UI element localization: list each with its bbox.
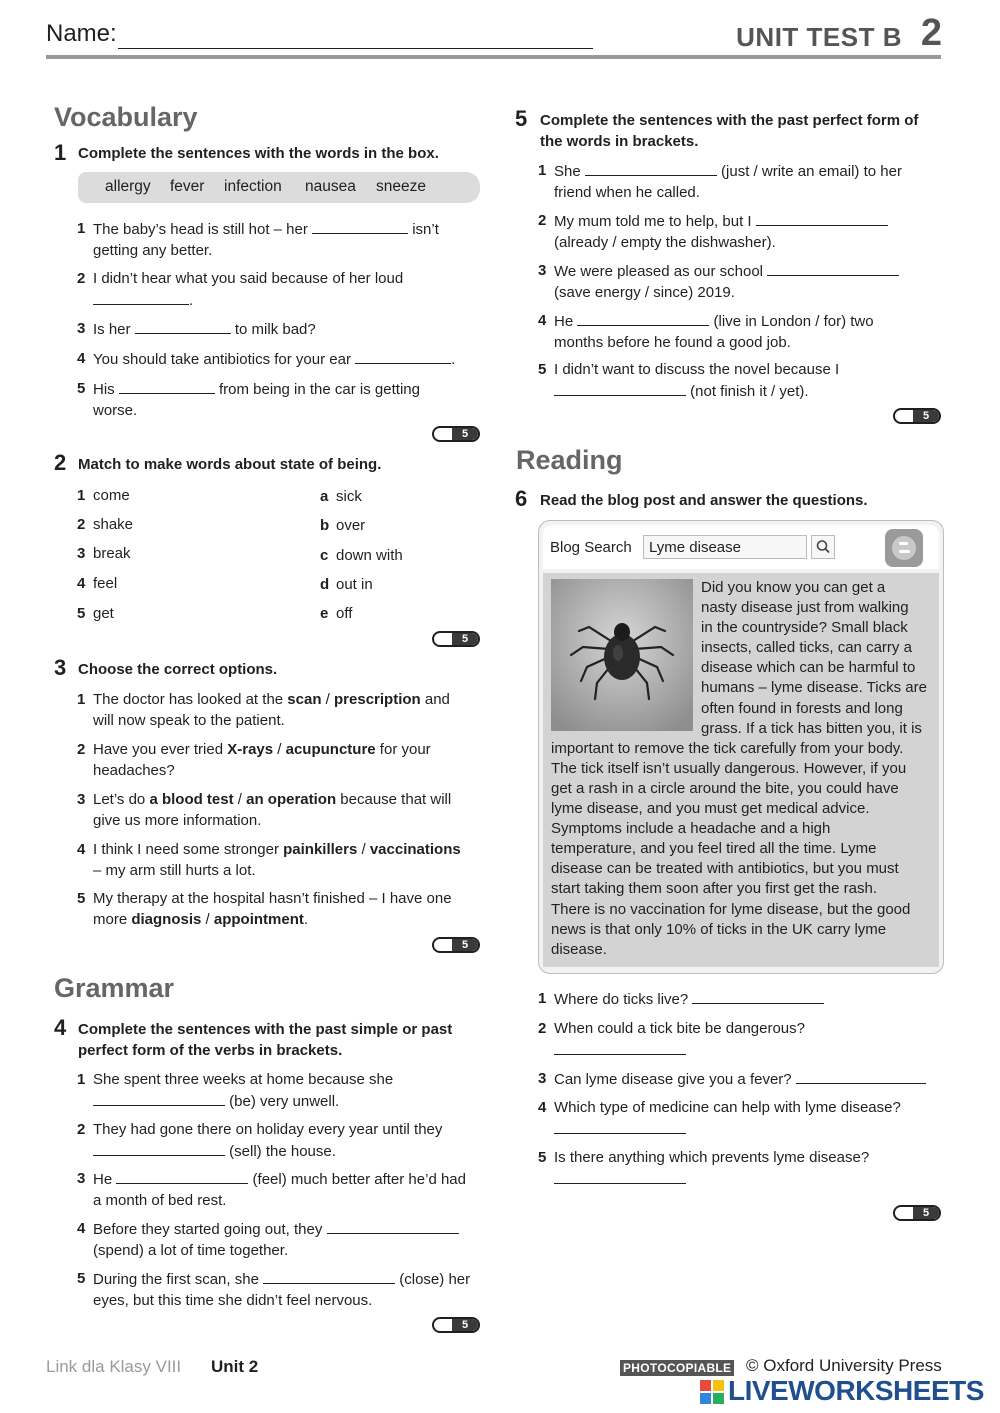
option-a[interactable]: a blood test [149,791,234,808]
item-text: from being in the car is getting [219,381,420,398]
blog-line: often found in forests and long [701,699,903,717]
sentence-item [77,379,477,421]
blog-line: start taking them soon after you first get the rash. [551,880,877,898]
question-item [538,1148,938,1190]
item-text: Is her [93,321,131,338]
item-number: 5 [77,605,86,622]
item-text: . [451,351,456,368]
copyright-text: © Oxford University Press [746,1356,942,1375]
item-number: 1 [538,162,547,179]
item-number: 1 [77,220,86,237]
score-badge [432,426,480,442]
item-text: – my arm still hurts a lot. [93,861,256,879]
item-letter: d [320,576,330,593]
item-number: 4 [77,841,86,858]
item-text: come [93,487,130,504]
word-box-item: sneeze [376,178,426,195]
item-number: 5 [538,1149,547,1166]
item-number: 3 [538,262,547,279]
item-number: 2 [77,741,86,758]
sentence-item [77,349,477,371]
answer-blank[interactable] [756,211,888,226]
blog-line: Did you know you can get a [701,579,886,596]
item-text: (already / empty the dishwasher). [554,233,776,251]
series-label: Link dla Klasy VIII [46,1357,182,1376]
unit-label: Unit 2 [211,1357,259,1376]
sentence-item [538,261,938,303]
item-text: sick [336,488,362,505]
option-item [77,690,477,732]
option-a[interactable]: painkillers [283,841,358,858]
answer-blank[interactable] [93,1141,225,1156]
photocopiable-badge: PHOTOCOPIABLE [620,1360,734,1376]
blog-article-text [551,578,933,960]
blog-search-bar [543,525,939,569]
word-box-item: allergy [105,178,151,195]
item-text: She [554,163,581,180]
exercise-instruction: Match to make words about state of being. [78,456,382,473]
item-text: She spent three weeks at home because she [93,1071,394,1088]
score-value: 5 [452,1319,478,1331]
item-text: During the first scan, she [93,1271,259,1288]
item-text: give us more information. [93,811,262,829]
item-number: 3 [77,1170,86,1187]
answer-blank[interactable] [692,989,824,1004]
exercise-instruction: Choose the correct options. [78,661,278,678]
item-number: 3 [77,791,86,808]
option-item [77,840,477,882]
item-number: 5 [77,1270,86,1287]
item-text: The baby’s head is still hot – her [93,221,308,238]
item-text: I didn’t hear what you said because of her loud [93,270,404,287]
word-box [78,172,480,203]
question-text: When could a tick bite be dangerous? [554,1020,805,1037]
score-value: 5 [452,633,478,645]
item-text: off [336,605,353,622]
exercise-instruction [78,1019,478,1061]
match-right-item [320,516,460,538]
option-item [77,740,477,782]
option-b[interactable]: prescription [334,691,421,708]
sentence-item [77,269,477,311]
option-item [77,790,477,832]
item-text: worse. [93,401,138,419]
word-box-item: fever [170,178,205,195]
name-input-line[interactable] [118,48,593,49]
option-separator: / [233,791,247,808]
instruction-line: Complete the sentences with the past perfect form of [540,112,919,129]
item-text: for your [375,741,431,758]
sentence-item [77,319,477,341]
item-text: (save energy / since) 2019. [554,283,735,301]
item-text: over [336,517,366,534]
item-text: because that will [336,791,452,808]
answer-blank[interactable] [355,349,451,364]
option-a[interactable]: diagnosis [131,910,202,928]
sentence-item [77,1269,482,1311]
item-number: 1 [538,990,547,1007]
blog-line: humans – lyme disease. Ticks are [701,679,927,697]
sentence-item [77,219,477,261]
score-badge [432,1317,480,1333]
item-text: (be) very unwell. [229,1092,340,1110]
score-badge [893,408,941,424]
answer-blank[interactable] [585,161,717,176]
item-number: 5 [77,380,86,397]
header-divider [46,55,941,59]
item-number: 2 [538,212,547,229]
item-text: (spend) a lot of time together. [93,1241,289,1259]
match-right-item [320,546,460,568]
answer-blank[interactable] [577,311,709,326]
search-icon [812,536,834,558]
item-text: get [93,605,114,622]
blog-line: There is no vaccination for lyme disease, but the good [551,900,911,918]
sentence-item [77,1169,482,1211]
item-number: 4 [538,312,547,329]
item-text: friend when he called. [554,183,700,201]
vocabulary-heading: Vocabulary [54,102,198,132]
blog-line: news is that only 10% of ticks in the UK carry lyme [551,920,887,938]
item-text: a month of bed rest. [93,1191,227,1209]
sentence-item [538,360,938,402]
item-number: 3 [77,545,86,562]
sentence-item [538,211,938,253]
score-badge [893,1205,941,1221]
question-text: Which type of medicine can help with lyme disease? [554,1099,901,1116]
item-text: shake [93,516,134,533]
item-number: 3 [538,1070,547,1087]
item-number: 2 [77,516,86,533]
blog-post-panel [538,520,944,974]
item-number: 1 [77,691,86,708]
item-text: down with [336,547,403,564]
blog-line: nasty disease just from walking [701,599,909,617]
item-number: 3 [77,320,86,337]
exercise-instruction [540,110,940,152]
item-number: 5 [538,361,547,378]
exercise-instruction: Read the blog post and answer the questions. [540,492,868,509]
question-item [538,1069,938,1091]
match-right-item [320,487,460,509]
unit-number: 2 [920,12,942,54]
item-text: (feel) much better after he’d had [252,1171,466,1188]
item-letter: c [320,547,329,564]
item-text: They had gone there on holiday every year until they [93,1121,443,1138]
blog-body [543,573,939,967]
liveworksheets-brand: LIVEWORKSHEETS [728,1375,984,1406]
question-item [538,1098,938,1140]
item-text: (just / write an email) to her [721,163,902,180]
item-text: break [93,545,131,562]
item-text: isn’t [412,221,439,238]
blog-line: insects, called ticks, can carry a [701,639,912,657]
item-text: and [420,691,450,708]
match-left-item [77,604,217,626]
exercise-number: 2 [54,450,67,475]
answer-blank[interactable] [312,219,408,234]
item-text: (live in London / for) two [713,313,874,330]
sentence-item [538,161,938,203]
reading-heading: Reading [516,445,623,475]
item-text: His [93,381,115,398]
score-badge [432,937,480,953]
test-title: UNIT TEST B [736,22,902,52]
item-number: 1 [77,487,86,504]
item-text: (sell) the house. [229,1142,336,1160]
answer-blank[interactable] [554,381,686,396]
item-text: (close) her [399,1271,471,1288]
item-text: I think I need some stronger [93,841,284,858]
word-box-item: nausea [305,178,356,195]
answer-blank[interactable] [554,1169,686,1184]
option-b[interactable]: acupuncture [285,741,376,758]
item-letter: b [320,517,330,534]
item-text: feel [93,575,118,592]
answer-blank[interactable] [93,290,189,305]
item-number: 4 [77,350,86,367]
item-text: Let’s do [93,791,150,808]
exercise-number: 1 [54,140,67,165]
blog-line: lyme disease, and you must get medical advice. [551,800,870,818]
option-b[interactable]: appointment [213,910,304,928]
blog-line: grass. If a tick has bitten you, it is [701,719,922,737]
option-item [77,889,477,931]
blog-line: temperature, and you feel tired all the time. Lyme [551,840,877,858]
option-separator: / [273,741,286,758]
blog-line: important to remove the tick carefully from your body. [551,739,904,757]
instruction-line: the words in brackets. [540,133,699,150]
answer-blank[interactable] [554,1119,686,1134]
option-separator: / [321,691,335,708]
answer-blank[interactable] [116,1169,248,1184]
item-text: . [303,910,309,928]
search-label: Blog Search [550,539,632,556]
item-text: (not finish it / yet). [690,382,809,400]
item-number: 5 [77,890,86,907]
item-letter: e [320,605,329,622]
question-text: Is there anything which prevents lyme disease? [554,1149,870,1166]
item-number: 4 [77,1220,86,1237]
word-box-item: infection [224,178,282,195]
item-number: 2 [77,270,86,287]
answer-blank[interactable] [767,261,899,276]
option-a[interactable]: scan [287,691,322,708]
item-number: 2 [538,1020,547,1037]
blog-line: disease. [551,940,607,958]
answer-blank[interactable] [554,1040,686,1055]
item-text: Before they started going out, they [93,1221,323,1238]
score-value: 5 [913,1207,939,1219]
instruction-line: Complete the sentences with the past simple or past [78,1021,453,1038]
question-text: Where do ticks live? [554,991,689,1008]
item-number: 4 [77,575,86,592]
blog-line: disease which can be harmful to [701,659,916,677]
item-text: eyes, but this time she didn’t feel nervous. [93,1291,373,1309]
blog-line: in the countryside? Small black [701,619,908,637]
match-right-item [320,575,460,597]
blogger-logo-icon [885,529,923,567]
item-text: My mum told me to help, but I [554,213,752,230]
score-value: 5 [452,939,478,951]
item-text: out in [336,576,373,593]
match-left-item [77,486,217,508]
item-letter: a [320,488,329,505]
blog-line: Symptoms include a headache and a high [551,820,831,838]
answer-blank[interactable] [796,1069,926,1084]
blog-line: get a rash in a circle around the bite, you could have [551,779,899,797]
sentence-item [77,1219,482,1261]
question-text: Can lyme disease give you a fever? [554,1071,792,1088]
match-right-item [320,604,460,626]
answer-blank[interactable] [93,1091,225,1106]
answer-blank[interactable] [119,379,215,394]
item-text: will now speak to the patient. [93,711,285,729]
item-text: We were pleased as our school [554,263,764,280]
exercise-number: 5 [515,106,528,131]
item-text: . [189,291,194,309]
answer-blank[interactable] [135,319,231,334]
blog-line: disease can be treated with antibiotics, but you must [551,860,899,878]
match-left-item [77,515,217,537]
item-text: The doctor has looked at the [93,691,288,708]
item-number: 1 [77,1071,86,1088]
blog-line: The tick itself isn’t usually dangerous. However, if you [551,759,907,777]
item-text: He [93,1171,113,1188]
item-text: You should take antibiotics for your ear [93,351,351,368]
item-text: getting any better. [93,241,213,259]
grammar-heading: Grammar [54,973,175,1003]
score-badge [432,631,480,647]
match-left-item [77,574,217,596]
search-input[interactable]: Lyme disease [643,535,807,559]
item-text: He [554,313,574,330]
item-text: I didn’t want to discuss the novel because I [554,361,840,378]
option-separator: / [357,841,370,858]
item-text: months before he found a good job. [554,333,791,351]
question-item [538,989,938,1011]
item-text: Have you ever tried [93,741,228,758]
exercise-number: 6 [515,486,528,511]
match-left-item [77,544,217,566]
exercise-number: 3 [54,655,67,680]
item-text: My therapy at the hospital hasn’t finished – I have one [93,890,452,907]
sentence-item [538,311,938,353]
question-item [538,1019,938,1061]
item-number: 2 [77,1121,86,1138]
item-number: 4 [538,1099,547,1116]
answer-blank[interactable] [263,1269,395,1284]
option-b[interactable]: vaccinations [369,841,461,858]
option-b[interactable]: an operation [246,791,337,808]
liveworksheets-logo-icon [700,1380,724,1409]
sentence-item [77,1070,482,1112]
exercise-number: 4 [54,1015,67,1040]
score-value: 5 [452,428,478,440]
option-a[interactable]: X-rays [227,741,274,758]
score-value: 5 [913,410,939,422]
item-text: to milk bad? [234,321,316,338]
name-label: Name: [46,20,117,47]
sentence-item [77,1120,482,1162]
answer-blank[interactable] [327,1219,459,1234]
instruction-line: perfect form of the verbs in brackets. [78,1042,343,1059]
search-button[interactable] [811,535,835,559]
item-text: more [93,910,132,928]
item-text: headaches? [93,761,175,779]
exercise-instruction: Complete the sentences with the words in the box. [78,145,439,162]
option-separator: / [201,910,214,928]
